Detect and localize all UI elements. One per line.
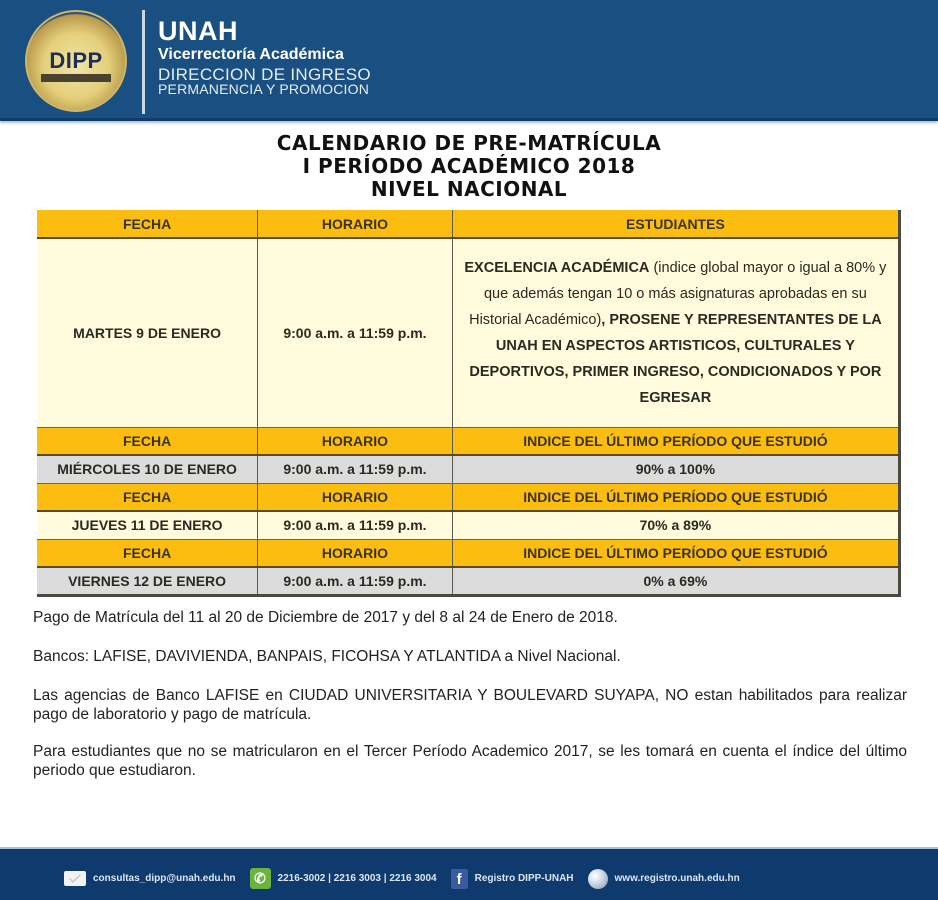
table-header-row	[37, 210, 900, 238]
cell-horario: 9:00 a.m. a 11:59 p.m.	[258, 511, 453, 539]
estudiantes-bold-2: , PROSENE Y REPRESENTANTES DE LA UNAH EN ASPECTOS ARTISTICOS, CULTURALES Y DEPORTIVOS, PRIMER INGRESO, CONDICIONADOS Y POR EGRESAR	[469, 311, 882, 406]
header-horario: HORARIO	[258, 483, 453, 511]
footer-bar	[0, 847, 938, 900]
cell-horario: 9:00 a.m. a 11:59 p.m.	[258, 238, 453, 427]
cell-fecha: MARTES 9 DE ENERO	[37, 238, 258, 427]
section-header-row	[37, 539, 900, 567]
notes-section	[33, 608, 907, 798]
mail-icon	[64, 871, 86, 886]
header-indice: INDICE DEL ÚLTIMO PERÍODO QUE ESTUDIÓ	[452, 483, 899, 511]
table-row	[37, 511, 900, 539]
note-payment-dates: Pago de Matrícula del 11 al 20 de Diciembre de 2017 y del 8 al 24 de Enero de 2018.	[33, 609, 618, 626]
phone-icon: ✆	[250, 868, 271, 889]
note-lafise-agencies: Las agencias de Banco LAFISE en CIUDAD UNIVERSITARIA Y BOULEVARD SUYAPA, NO estan habilitados para realizar pago de laboratorio y pago de matrícula.	[33, 687, 907, 723]
calendar-table	[37, 210, 901, 597]
cell-fecha: JUEVES 11 DE ENERO	[37, 511, 258, 539]
estudiantes-criteria: (indice global mayor o igual a 80% y que además tengan 10 o más asignaturas aprobadas en su Historial Académico)	[469, 259, 887, 328]
header-fecha: FECHA	[37, 539, 258, 567]
direction-line-1: DIRECCION DE INGRESO	[158, 65, 371, 84]
org-name: UNAH	[158, 16, 238, 46]
website-text[interactable]: www.registro.unah.edu.hn	[614, 873, 740, 884]
header-fecha: FECHA	[37, 427, 258, 455]
header-indice: INDICE DEL ÚLTIMO PERÍODO QUE ESTUDIÓ	[452, 427, 899, 455]
logo-band	[41, 74, 111, 82]
header-divider	[142, 10, 145, 114]
estudiantes-bold-1: EXCELENCIA ACADÉMICA	[464, 259, 650, 276]
facebook-icon: f	[451, 869, 468, 889]
footer-phone	[250, 868, 437, 889]
footer-facebook[interactable]	[451, 869, 574, 889]
footer-email[interactable]	[64, 871, 236, 886]
direction-line-2: PERMANENCIA Y PROMOCION	[158, 81, 370, 97]
cell-indice: 0% a 69%	[452, 567, 899, 595]
section-header-row	[37, 427, 900, 455]
header-horario: HORARIO	[258, 210, 453, 238]
facebook-text[interactable]: Registro DIPP-UNAH	[474, 873, 574, 884]
header-horario: HORARIO	[258, 427, 453, 455]
globe-icon	[588, 869, 608, 889]
org-subtitle: Vicerrectoría Académica	[158, 46, 344, 63]
table-row	[37, 238, 900, 427]
logo-text: DIPP	[49, 48, 103, 73]
phone-text: 2216-3002 | 2216 3003 | 2216 3004	[277, 873, 437, 884]
email-text[interactable]: consultas_dipp@unah.edu.hn	[93, 873, 236, 884]
header-horario: HORARIO	[258, 539, 453, 567]
cell-indice: 70% a 89%	[452, 511, 899, 539]
cell-estudiantes	[452, 238, 899, 427]
cell-fecha: VIERNES 12 DE ENERO	[37, 567, 258, 595]
header-estudiantes: ESTUDIANTES	[452, 210, 899, 238]
header-banner	[0, 0, 938, 121]
cell-fecha: MIÉRCOLES 10 DE ENERO	[37, 455, 258, 483]
table-row	[37, 567, 900, 595]
title-line-2: I PERÍODO ACADÉMICO 2018	[302, 154, 636, 178]
page-title	[0, 132, 938, 201]
title-line-3: NIVEL NACIONAL	[370, 177, 568, 201]
header-fecha: FECHA	[37, 210, 258, 238]
footer-website[interactable]	[588, 869, 740, 889]
note-previous-period: Para estudiantes que no se matricularon en el Tercer Período Academico 2017, se les tomará en cuenta el índice del último periodo que estudiaron.	[33, 743, 907, 779]
cell-horario: 9:00 a.m. a 11:59 p.m.	[258, 567, 453, 595]
note-banks: Bancos: LAFISE, DAVIVIENDA, BANPAIS, FICOHSA Y ATLANTIDA a Nivel Nacional.	[33, 648, 621, 665]
table-row	[37, 455, 900, 483]
cell-indice: 90% a 100%	[452, 455, 899, 483]
section-header-row	[37, 483, 900, 511]
cell-horario: 9:00 a.m. a 11:59 p.m.	[258, 455, 453, 483]
title-line-1: CALENDARIO DE PRE-MATRÍCULA	[276, 131, 662, 155]
header-indice: INDICE DEL ÚLTIMO PERÍODO QUE ESTUDIÓ	[452, 539, 899, 567]
dipp-logo	[25, 10, 127, 112]
header-fecha: FECHA	[37, 483, 258, 511]
